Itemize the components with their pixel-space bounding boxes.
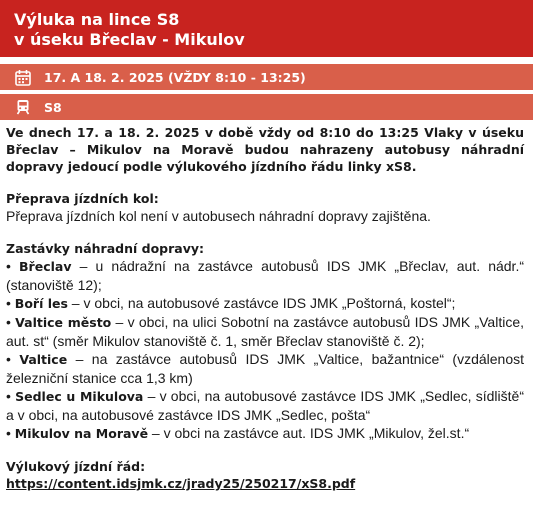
timetable-section	[6, 458, 524, 492]
calendar-icon	[14, 68, 32, 86]
title-bar	[0, 0, 533, 57]
stop-item: • Sedlec u Mikulova – v obci, na autobusové zastávce IDS JMK „Sedlec, sídliště“ a v obci, na autobusové zastávce IDS JMK „Sedlec, pošta“	[6, 388, 524, 423]
bikes-heading: Přeprava jízdních kol:	[6, 191, 159, 206]
line-row	[0, 94, 533, 120]
title-line-2: v úseku Břeclav - Mikulov	[14, 30, 245, 49]
stops-heading: Zastávky náhradní dopravy:	[6, 241, 205, 256]
stop-item: • Břeclav – u nádražní na zastávce autobusů IDS JMK „Břeclav, aut. nádr.“ (stanoviště 12);	[6, 258, 525, 293]
title-line-1: Výluka na lince S8	[14, 10, 180, 29]
date-row	[0, 64, 533, 90]
stop-name: Boří les	[14, 296, 68, 311]
bikes-section	[6, 190, 524, 225]
stop-name: Valtice město	[15, 315, 112, 330]
stop-desc: – u nádražní na zastávce autobusů IDS JMK „Břeclav, aut. nádr.“ (stanoviště 12);	[6, 258, 525, 293]
stop-item: • Valtice – na zastávce autobusů IDS JMK „Valtice, bažantnice“ (vzdálenost železniční stanice cca 1,3 km)	[6, 351, 525, 386]
stop-desc: – na zastávce autobusů IDS JMK „Valtice, bažantnice“ (vzdálenost železniční stanice cca 1,3 km)	[6, 351, 525, 386]
stop-desc: – v obci, na autobusové zastávce IDS JMK „Poštorná, kostel“;	[67, 295, 456, 311]
stop-item: • Mikulov na Moravě – v obci na zastávce aut. IDS JMK „Mikulov, žel.st.“	[6, 425, 470, 441]
stop-name: Valtice	[19, 352, 68, 367]
stop-desc: – v obci, na autobusové zastávce IDS JMK „Sedlec, sídliště“ a v obci, na autobusové zastávce IDS JMK „Sedlec, pošta“	[6, 388, 524, 423]
line-text: S8	[44, 99, 62, 115]
stop-name: Mikulov na Moravě	[14, 426, 149, 441]
intro-paragraph: Ve dnech 17. a 18. 2. 2025 v době vždy od 8:10 do 13:25 Vlaky v úseku Břeclav – Mikulov na Moravě budou nahrazeny autobusy náhradní dopravy jedoucí podle výlukového jízdního řádu linky xS8.	[6, 125, 524, 174]
timetable-link[interactable]: https://content.idsjmk.cz/jrady25/250217/xS8.pdf	[6, 476, 356, 491]
train-icon	[14, 98, 32, 116]
timetable-heading: Výlukový jízdní řád:	[6, 459, 146, 474]
stop-desc: – v obci na zastávce aut. IDS JMK „Mikulov, žel.st.“	[148, 425, 470, 441]
stop-desc: – v obci, na ulici Sobotní na zastávce autobusů IDS JMK „Valtice, aut. st“ (směr Mikulov stanoviště č. 1, směr Břeclav stanoviště č. 2);	[6, 314, 524, 349]
bikes-text: Přeprava jízdních kol není v autobusech náhradní dopravy zajištěna.	[6, 208, 431, 224]
stop-item: • Boří les – v obci, na autobusové zastávce IDS JMK „Poštorná, kostel“;	[6, 295, 456, 311]
stop-item: • Valtice město – v obci, na ulici Sobotní na zastávce autobusů IDS JMK „Valtice, aut. st“ (směr Mikulov stanoviště č. 1, směr Břeclav stanoviště č. 2);	[6, 314, 524, 349]
stops-section	[6, 240, 524, 443]
date-text: 17. A 18. 2. 2025 (VŽDY 8:10 - 13:25)	[44, 69, 306, 85]
body-text	[6, 124, 524, 492]
stop-name: Břeclav	[19, 259, 72, 274]
stop-name: Sedlec u Mikulova	[15, 389, 144, 404]
